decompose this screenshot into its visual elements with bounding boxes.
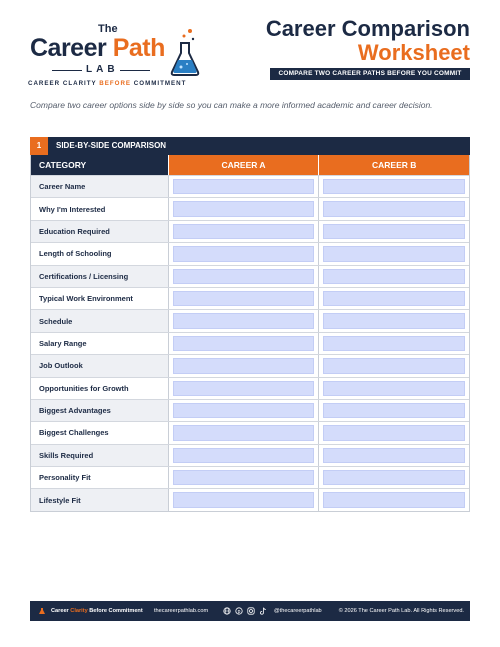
table-body [31, 175, 469, 511]
footer-tag-a: Career [51, 608, 71, 614]
svg-text:p: p [237, 608, 241, 615]
table-row [31, 444, 469, 466]
header-career-a: CAREER A [168, 155, 319, 175]
footer-tag-c: Before Commitment [87, 608, 143, 614]
career-a-input-field[interactable] [173, 358, 315, 373]
row-category-label: Why I'm Interested [31, 198, 168, 219]
table-row [31, 332, 469, 354]
table-row [31, 220, 469, 242]
career-a-cell [168, 445, 319, 466]
career-b-cell [318, 288, 469, 309]
instagram-icon[interactable] [247, 607, 255, 615]
career-b-input-field[interactable] [323, 425, 465, 440]
table-row [31, 287, 469, 309]
career-b-input-field[interactable] [323, 179, 465, 194]
career-b-input-field[interactable] [323, 269, 465, 284]
career-a-cell [168, 422, 319, 443]
career-a-cell [168, 176, 319, 197]
subtitle-banner: COMPARE TWO CAREER PATHS BEFORE YOU COMMIT [270, 68, 470, 80]
career-path-lab-logo [28, 22, 200, 94]
table-row [31, 399, 469, 421]
row-category-label: Personality Fit [31, 467, 168, 488]
table-header [31, 155, 469, 175]
logo-divider-right [120, 70, 150, 71]
career-a-input-field[interactable] [173, 269, 315, 284]
career-a-cell [168, 467, 319, 488]
career-b-cell [318, 489, 469, 510]
footer-social-handle[interactable]: @thecareerpathlab [274, 608, 322, 614]
career-b-cell [318, 422, 469, 443]
tagline-part-c: COMMITMENT [131, 80, 187, 87]
table-row [31, 377, 469, 399]
flask-icon [38, 607, 46, 615]
career-a-input-field[interactable] [173, 425, 315, 440]
comparison-table [30, 155, 470, 512]
header-category: CATEGORY [31, 155, 168, 175]
career-a-input-field[interactable] [173, 246, 315, 261]
career-b-cell [318, 355, 469, 376]
footer-tagline [51, 601, 143, 621]
career-a-cell [168, 288, 319, 309]
table-row [31, 354, 469, 376]
career-a-input-field[interactable] [173, 336, 315, 351]
table-row [31, 265, 469, 287]
career-a-cell [168, 333, 319, 354]
career-b-cell [318, 310, 469, 331]
row-category-label: Biggest Challenges [31, 422, 168, 443]
row-category-label: Salary Range [31, 333, 168, 354]
logo-the: The [98, 23, 118, 35]
row-category-label: Skills Required [31, 445, 168, 466]
logo-lab: LAB [86, 64, 119, 75]
career-b-input-field[interactable] [323, 224, 465, 239]
table-row [31, 309, 469, 331]
logo-career: Career [30, 34, 107, 62]
table-row [31, 197, 469, 219]
table-row [31, 488, 469, 510]
career-b-input-field[interactable] [323, 470, 465, 485]
table-row [31, 242, 469, 264]
career-b-cell [318, 198, 469, 219]
globe-icon[interactable] [223, 607, 231, 615]
career-a-cell [168, 355, 319, 376]
page-title-line2: Worksheet [357, 40, 470, 65]
row-category-label: Certifications / Licensing [31, 266, 168, 287]
row-category-label: Opportunities for Growth [31, 378, 168, 399]
career-b-input-field[interactable] [323, 313, 465, 328]
career-a-cell [168, 400, 319, 421]
row-category-label: Schedule [31, 310, 168, 331]
logo-wordmark [30, 34, 165, 63]
row-category-label: Career Name [31, 176, 168, 197]
career-a-input-field[interactable] [173, 313, 315, 328]
career-b-cell [318, 333, 469, 354]
career-a-cell [168, 378, 319, 399]
logo-divider-left [52, 70, 82, 71]
career-b-input-field[interactable] [323, 291, 465, 306]
intro-text: Compare two career options side by side so you can make a more informed academic and career decision. [30, 100, 433, 110]
career-b-cell [318, 400, 469, 421]
career-a-cell [168, 198, 319, 219]
row-category-label: Education Required [31, 221, 168, 242]
row-category-label: Typical Work Environment [31, 288, 168, 309]
tagline-part-b: BEFORE [99, 80, 132, 87]
section-header [30, 137, 470, 155]
career-a-cell [168, 489, 319, 510]
career-b-cell [318, 221, 469, 242]
career-b-input-field[interactable] [323, 448, 465, 463]
career-b-input-field[interactable] [323, 381, 465, 396]
career-b-cell [318, 467, 469, 488]
career-b-input-field[interactable] [323, 246, 465, 261]
career-a-input-field[interactable] [173, 448, 315, 463]
footer-bar [30, 601, 470, 621]
section-title: SIDE-BY-SIDE COMPARISON [56, 141, 167, 150]
header-career-b: CAREER B [318, 155, 469, 175]
career-a-input-field[interactable] [173, 179, 315, 194]
career-a-cell [168, 310, 319, 331]
career-b-input-field[interactable] [323, 358, 465, 373]
career-a-cell [168, 243, 319, 264]
career-b-input-field[interactable] [323, 201, 465, 216]
tiktok-icon[interactable] [259, 607, 267, 615]
footer-copyright: © 2026 The Career Path Lab. All Rights Reserved. [338, 608, 464, 614]
career-a-input-field[interactable] [173, 291, 315, 306]
career-b-input-field[interactable] [323, 492, 465, 507]
table-row [31, 421, 469, 443]
section-number: 1 [30, 137, 48, 155]
career-b-input-field[interactable] [323, 403, 465, 418]
career-a-cell [168, 266, 319, 287]
footer-tag-b: Clarity [70, 608, 88, 614]
career-b-cell [318, 243, 469, 264]
career-a-input-field[interactable] [173, 224, 315, 239]
flask-icon [170, 27, 200, 77]
career-b-cell [318, 445, 469, 466]
logo-path: Path [112, 34, 165, 62]
career-a-input-field[interactable] [173, 381, 315, 396]
career-a-input-field[interactable] [173, 470, 315, 485]
logo-tagline [28, 80, 186, 87]
career-a-input-field[interactable] [173, 403, 315, 418]
career-a-input-field[interactable] [173, 492, 315, 507]
row-category-label: Job Outlook [31, 355, 168, 376]
career-b-cell [318, 378, 469, 399]
tagline-part-a: CAREER CLARITY [28, 80, 100, 87]
career-a-input-field[interactable] [173, 201, 315, 216]
footer-website-link[interactable]: thecareerpathlab.com [154, 608, 209, 614]
career-b-input-field[interactable] [323, 336, 465, 351]
row-category-label: Lifestyle Fit [31, 489, 168, 510]
table-row [31, 175, 469, 197]
page-title-line1: Career Comparison [265, 16, 470, 41]
career-a-cell [168, 221, 319, 242]
row-category-label: Length of Schooling [31, 243, 168, 264]
row-category-label: Biggest Advantages [31, 400, 168, 421]
pinterest-icon[interactable] [235, 607, 243, 615]
career-b-cell [318, 266, 469, 287]
career-b-cell [318, 176, 469, 197]
table-row [31, 466, 469, 488]
